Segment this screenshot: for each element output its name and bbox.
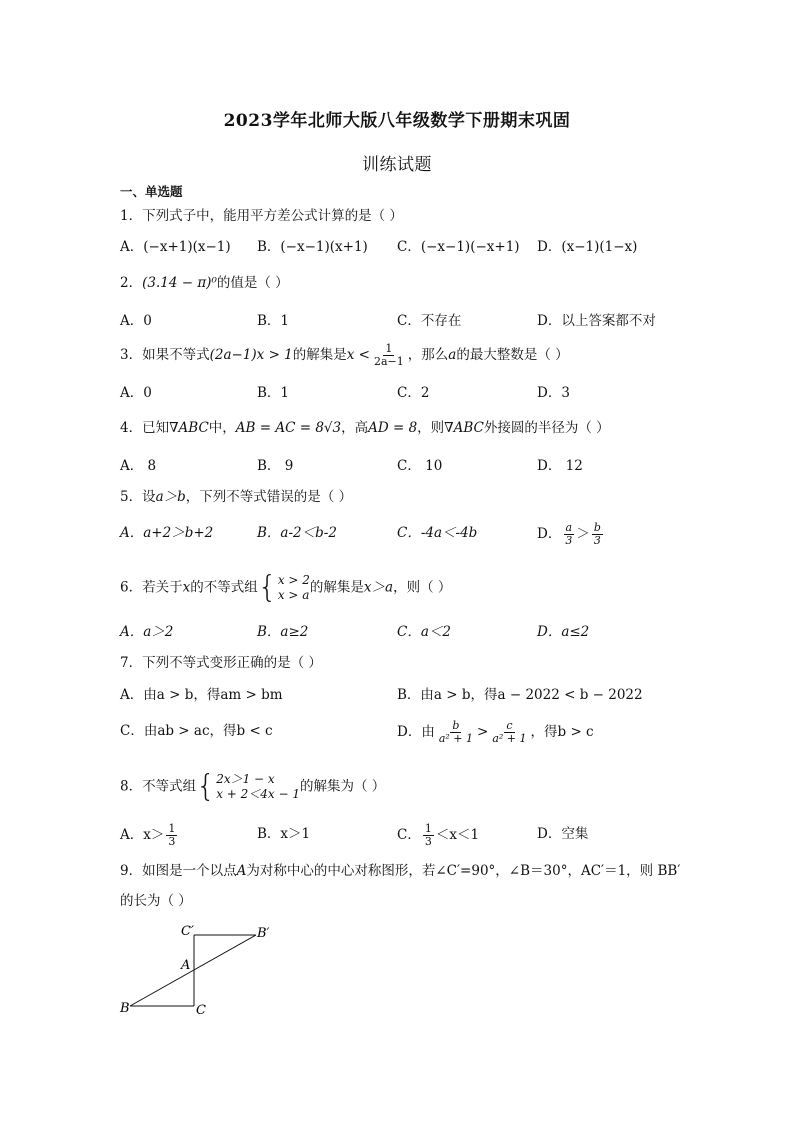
option-b: B．由a > b，得a − 2022 < b − 2022 [397,687,643,703]
question-2-options [120,310,680,332]
question-7-options-row1 [120,684,680,706]
option-c: C．a＜2 [397,624,451,640]
option-a: A．0 [120,313,152,329]
question-3-options [120,382,680,404]
question-7: 7．下列不等式变形正确的是（ ） [120,655,322,671]
option-d: D．(x−1)(1−x) [537,239,638,255]
option-c: C．-4a＜-4b [397,525,478,541]
question-9: 9．如图是一个以点A为对称中心的中心对称图形，若∠C′=90°，∠B＝30°，AC′＝1，则 BB′ [120,863,681,879]
option-c: C．(−x−1)(−x+1) [397,239,520,255]
inequality-system: { x > 2 x > a [257,570,310,605]
fraction: $\frac{1}{2a-1}$ [373,342,404,368]
label-b-prime: B′ [257,926,270,941]
question-6-options [120,621,680,643]
option-d: D． 12 [537,458,583,474]
option-d: D．3 [537,385,570,401]
option-b: B． 9 [257,458,294,474]
question-2: 2．(3.14 − π)⁰的值是（ ） [120,275,289,291]
question-3: 3．如果不等式(2a−1)x > 1的解集是x < $\frac{1}{2a-1}$ ，那么a的最大整数是（ ） [120,342,569,368]
option-b: B．1 [257,313,290,329]
option-a: A．(−x+1)(x−1) [120,239,231,255]
option-c: C．由ab > ac，得b < c [120,723,273,739]
question-1-options [120,236,680,258]
option-d: D．空集 [537,826,589,842]
question-4-options [120,455,680,477]
option-c: C． 10 [397,458,443,474]
option-d: D．a≤2 [537,624,590,640]
symmetry-figure [118,922,288,1022]
label-a: A [181,958,191,973]
option-a: A． 8 [120,458,157,474]
question-4: 4．已知∇ABC中，AB = AC = 8√3，高AD = 8，则∇ABC外接圆的半径为（ ） [120,420,610,436]
option-b: B．1 [257,385,290,401]
option-a: A．由a > b，得am > bm [120,687,283,703]
option-a: A．x＞ $\frac{1}{3}$ [120,822,176,848]
page-subtitle: 训练试题 [362,155,432,175]
question-7-options-row2 [120,719,680,745]
option-b: B．a-2＜b-2 [257,525,337,541]
question-5: 5．设a＞b，下列不等式错误的是（ ） [120,489,353,505]
question-6: 6．若关于x的不等式组 { x > 2 x > a 的解集是x＞a，则（ ） [120,570,452,605]
option-b: B．(−x−1)(x+1) [257,239,368,255]
section-heading: 一、单选题 [120,184,183,199]
inequality-system: { 2x＞1 − x x + 2＜4x − 1 [196,769,300,804]
option-a: A．a+2＞b+2 [120,525,214,541]
option-c: C．不存在 [397,313,462,329]
question-8-options [120,822,680,848]
option-b: B．x＞1 [257,826,311,842]
question-1: 1．下列式子中，能用平方差公式计算的是（ ） [120,208,403,224]
option-d: D． $\frac{a}{3}$ ＞ $\frac{b}{3}$ [537,521,601,547]
option-d: D．以上答案都不对 [537,313,656,329]
label-c: C [196,1003,206,1018]
option-c: C． $\frac{1}{3}$ ＜x＜1 [397,822,480,848]
option-a: A．a＞2 [120,624,174,640]
option-c: C．2 [397,385,430,401]
label-c-prime: C′ [181,924,194,939]
question-5-options [120,521,680,547]
option-b: B．a≥2 [257,624,309,640]
option-a: A．0 [120,385,152,401]
question-8: 8．不等式组 { 2x＞1 − x x + 2＜4x − 1 的解集为（ ） [120,769,386,804]
page-title: 2023学年北师大版八年级数学下册期末巩固 [223,111,571,131]
question-9-continued: 的长为（ ） [120,893,192,909]
segment-bb-prime [130,935,256,1006]
label-b: B [120,1001,130,1016]
option-d: D．由 $\frac{b}{\text{a² + 1}}$ > $\frac{c}{\text{a² + 1}}$ ，得b > c [397,719,594,745]
